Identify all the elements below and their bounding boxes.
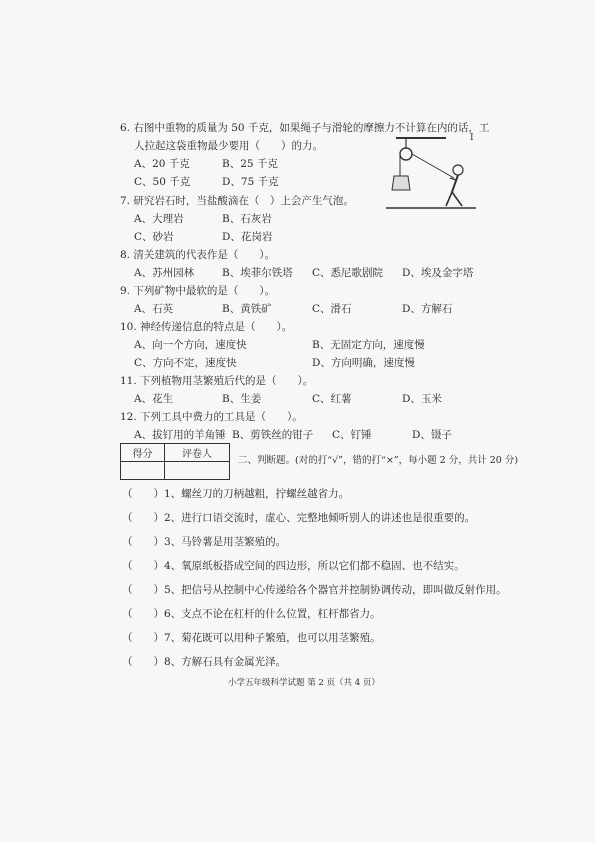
q8-option-d: D、埃及金字塔 <box>402 267 474 279</box>
q12-option-b: B、剪铁丝的钳子 <box>232 429 314 441</box>
page-footer: 小学五年级科学试题 第 2 页（共 4 页） <box>228 678 380 688</box>
q10-option-b: B、无固定方向，速度慢 <box>312 339 425 351</box>
worker-leg-1 <box>446 192 452 206</box>
grader-header: 评卷人 <box>165 444 230 462</box>
score-table <box>120 443 230 480</box>
score-header: 得分 <box>121 444 165 462</box>
section-2-title: 二、判断题。(对的打“√”，错的打“×”，每小题 2 分，共计 20 分) <box>238 455 519 466</box>
tf-item-8: （ ）8、方解石具有金属光泽。 <box>122 656 287 668</box>
question-11: 11. 下列植物用茎繁殖后代的是（ ）。 <box>120 375 314 387</box>
q6-option-d: D、75 千克 <box>222 176 279 188</box>
q9-option-a: A、石英 <box>134 303 174 315</box>
q10-option-a: A、向一个方向，速度快 <box>134 339 247 351</box>
question-12: 12. 下列工具中费力的工具是（ ）。 <box>120 411 303 423</box>
tf-item-4: （ ）4、氧原纸板搭成空间的四边形，所以它们都不稳固、也不结实。 <box>122 560 465 572</box>
q7-option-c: C、砂岩 <box>134 231 174 243</box>
worker-leg-2 <box>452 192 462 206</box>
worker-head <box>453 165 463 175</box>
q8-option-b: B、埃菲尔铁塔 <box>222 267 293 279</box>
weight-bag <box>392 176 410 190</box>
q12-option-c: C、钉锤 <box>332 429 372 441</box>
question-7: 7. 研究岩石时，当盐酸滴在（ ）上会产生气泡。 <box>120 195 354 207</box>
q7-option-b: B、石灰岩 <box>222 213 272 225</box>
question-10: 10. 神经传递信息的特点是（ ）。 <box>120 321 293 333</box>
tf-item-6: （ ）6、支点不论在杠杆的什么位置，杠杆都省力。 <box>122 608 381 620</box>
pulley-wheel <box>400 148 412 160</box>
q10-option-d: D、方向明确，速度慢 <box>312 357 415 369</box>
question-6-line1: 6. 右图中重物的质量为 50 千克，如果绳子与滑轮的摩擦力不计算在内的话，工 <box>120 122 490 134</box>
q6-option-a: A、20 千克 <box>134 158 190 170</box>
q8-option-a: A、苏州园林 <box>134 267 195 279</box>
q12-option-d: D、镊子 <box>412 429 452 441</box>
question-8: 8. 清关建筑的代表作是（ ）。 <box>120 249 276 261</box>
q7-option-a: A、大理岩 <box>134 213 184 225</box>
q9-option-c: C、滑石 <box>312 303 352 315</box>
tf-item-5: （ ）5、把信号从控制中心传递给各个器官并控制协调传动，即叫做反射作用。 <box>122 584 507 596</box>
question-9: 9. 下列矿物中最软的是（ ）。 <box>120 285 276 297</box>
tf-item-3: （ ）3、马铃薯是用茎繁殖的。 <box>122 536 287 548</box>
tf-item-2: （ ）2、进行口语交流时，虚心、完整地倾听别人的讲述也是很重要的。 <box>122 512 476 524</box>
q11-option-a: A、花生 <box>134 393 174 405</box>
score-cell[interactable] <box>121 462 165 480</box>
q11-option-b: B、生姜 <box>222 393 262 405</box>
tf-item-7: （ ）7、菊花既可以用种子繁殖，也可以用茎繁殖。 <box>122 632 381 644</box>
q9-option-d: D、方解石 <box>402 303 453 315</box>
q11-option-c: C、红薯 <box>312 393 352 405</box>
q9-option-b: B、黄铁矿 <box>222 303 272 315</box>
q6-option-b: B、25 千克 <box>222 158 278 170</box>
q6-option-c: C、50 千克 <box>134 176 191 188</box>
worker-arm <box>450 178 456 180</box>
q11-option-d: D、玉米 <box>402 393 442 405</box>
question-6-line2: 人拉起这袋重物最少要用（ ）的力。 <box>134 140 323 152</box>
rope-right <box>412 154 454 178</box>
q8-option-c: C、悉尼歌剧院 <box>312 267 384 279</box>
tf-item-1: （ ）1、螺丝刀的刀柄越粗，拧螺丝越省力。 <box>122 488 350 500</box>
q10-option-c: C、方向不定，速度快 <box>134 357 237 369</box>
q12-option-a: A、拔钉用的羊角锤 <box>134 429 226 441</box>
grader-cell[interactable] <box>165 462 230 480</box>
figure-letter: I <box>470 133 474 143</box>
q7-option-d: D、花岗岩 <box>222 231 273 243</box>
pulley-figure <box>386 126 476 216</box>
